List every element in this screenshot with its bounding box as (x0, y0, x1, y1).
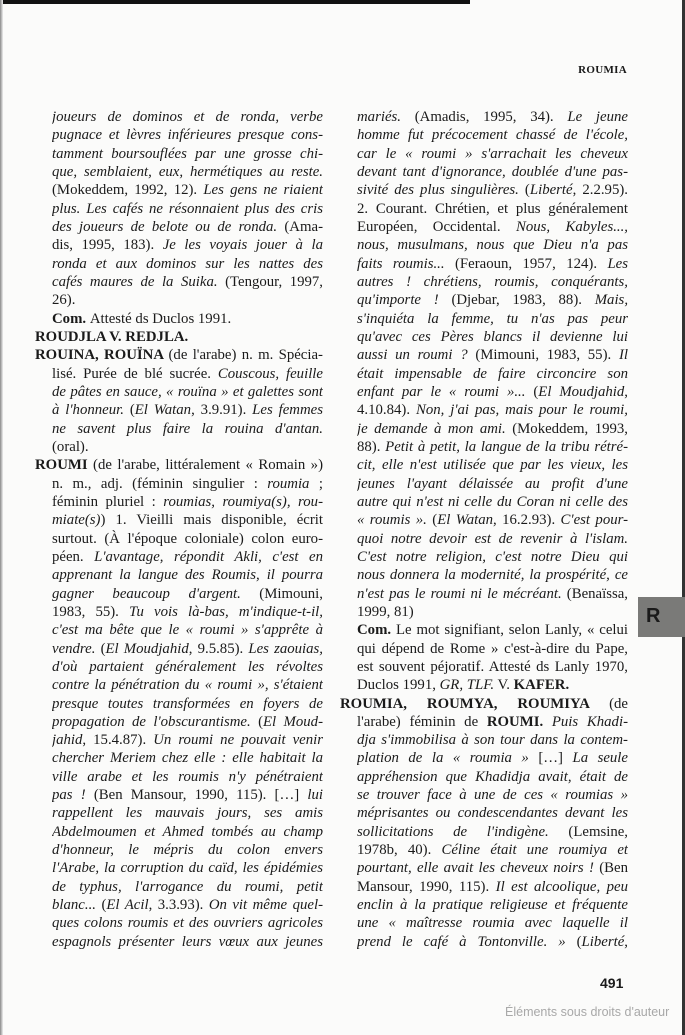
citation-text: Tu vois là-bas, m'indique-t-il, (129, 603, 323, 620)
citation-text: car le « roumi » s'arrachait les cheveux (357, 145, 628, 162)
headword-text: KAFER. (513, 677, 570, 694)
text-line (357, 236, 628, 254)
headword-text: Com. (52, 310, 90, 327)
definition-text: est souvent péjoratif. Attesté ds Lanly 1970, (357, 658, 628, 675)
text-line (357, 255, 628, 273)
citation-text: Petit à petit, la langue de la tribu rétré- (385, 438, 628, 455)
citation-text: de typhus, l'arrogance du roumi, petit (52, 878, 323, 895)
citation-text: Puis Khadi- (551, 713, 628, 730)
citation-text: sollicitations de l'indigène. (357, 823, 569, 840)
text-line (35, 328, 323, 346)
citation-text: que, semblaient, eux, hermétiques au reste. (52, 163, 323, 180)
citation-text: Non, j'ai pas, mais pour le roumi, (415, 402, 628, 419)
citation-text: Les zaouias, (248, 640, 323, 657)
citation-text: « roumis ». (357, 512, 433, 529)
citation-text: ronda et aux dominos sur les nattes des (52, 255, 323, 272)
citation-text: jahid (52, 732, 83, 749)
text-line (52, 585, 323, 603)
citation-text: à l'honneur. (52, 402, 130, 419)
citation-text: Nous, Kabyles..., (516, 218, 628, 235)
definition-text: Attesté ds Duclos 1991. (89, 310, 232, 327)
definition-text: , (624, 383, 628, 400)
text-line (357, 108, 628, 126)
citation-text: GR, TLF. (439, 677, 495, 694)
citation-text: blanc... (52, 897, 102, 914)
page-number: 491 (600, 975, 624, 991)
citation-text: chercher Meriem chez elle : elle habitait la (52, 750, 323, 767)
citation-text: dja s'immobilisa à son tour dans la contem- (357, 732, 628, 749)
text-line (357, 585, 628, 603)
citation-text: plus. Les cafés ne résonnaient plus des cris (52, 200, 323, 217)
text-line (52, 676, 323, 694)
citation-text: faits roumis... (357, 255, 455, 272)
definition-text: (de l'arabe, littéralement « Romain ») (93, 457, 323, 474)
definition-text: surtout. (À l'époque coloniale) colon euro- (52, 530, 323, 547)
citation-text: de pâtes en sauce, « rouïna » et galettes sont (52, 383, 323, 400)
citation-text: Les (607, 255, 628, 272)
definition-text: (Feraoun, 1957, 124). (454, 255, 608, 272)
citation-text: Il (618, 347, 628, 364)
text-line (357, 456, 628, 474)
citation-text: des joueurs de belote ou de ronda. (52, 218, 285, 235)
citation-text: El Moudjahid (538, 383, 625, 400)
citation-text: apprenant la langue des Roumis, il pourra (52, 567, 323, 584)
text-line (52, 530, 323, 548)
citation-text: pourtant, elle avait les cheveux noirs ! (357, 860, 600, 877)
text-line (52, 200, 323, 218)
text-line (52, 804, 323, 822)
text-line (340, 695, 628, 713)
citation-text: qu'avec ces Pères blancs il devienne lui (357, 328, 628, 345)
definition-text: 1983, 55). (52, 603, 130, 620)
left-column (35, 108, 323, 951)
definition-text: V. (494, 677, 514, 694)
definition-text: Le mot signifiant, selon Lanly, « celui (395, 622, 628, 639)
definition-text: 26). (52, 292, 76, 309)
text-line (357, 804, 628, 822)
citation-text: enclin à la pratique religieuse et fréquente (357, 897, 628, 914)
citation-text: prend le café à Tontonville. » (357, 933, 577, 950)
entry-continuation (52, 108, 323, 310)
citation-text: Couscous, feuille (217, 365, 323, 382)
definition-text: n. m., adj. (féminin singulier : (52, 475, 268, 492)
definition-text: Mansour, 1990, 115). (357, 878, 496, 895)
text-line (357, 200, 628, 218)
text-line (52, 401, 323, 419)
text-line (357, 768, 628, 786)
citation-text: roumia (267, 475, 310, 492)
text-line (357, 640, 628, 658)
text-line (357, 676, 628, 694)
definition-text: dis, 1995, 183). (52, 237, 163, 254)
citation-text: d'où partaient généralement les révoltes (52, 658, 323, 675)
definition-text: […] (538, 750, 573, 767)
definition-text: 1978b, 40). (357, 842, 442, 859)
citation-text: roumias, roumiya(s), rou- (163, 493, 323, 510)
text-line (52, 181, 323, 199)
citation-text: nous, musulmans, nous que Dieu n'a pas (357, 237, 628, 254)
citation-text: pas ! (52, 787, 94, 804)
citation-text: une « maîtresse roumia avec laquelle il (357, 915, 628, 932)
definition-text: (Djebar, 1983, 88). (451, 292, 595, 309)
text-line (357, 475, 628, 493)
citation-text: gagner beaucoup d'argent. (52, 585, 260, 602)
definition-text: (Mokeddem, 1993, (512, 420, 628, 437)
citation-text: aussi un roumi ? (357, 347, 476, 364)
text-line (357, 621, 628, 639)
citation-text: El Acil (106, 897, 149, 914)
citation-text: On vit même quel- (208, 897, 323, 914)
definition-text: , (624, 933, 628, 950)
citation-text: lui (307, 787, 323, 804)
text-line (52, 695, 323, 713)
definition-text: ( (432, 512, 438, 529)
definition-text: , 2.2.95). (572, 182, 628, 199)
text-line (357, 310, 628, 328)
citation-text: appréhension que Khadidja avait, était de (357, 768, 628, 785)
entry-continuation (357, 108, 628, 621)
definition-text: (Ama- (284, 218, 323, 235)
thumb-index-tab (638, 597, 685, 637)
headword-text: ROUMI (35, 457, 94, 474)
definition-text: (Benaïssa, (566, 585, 628, 602)
headword-text: ROUMIA, ROUMYA, ROUMIYA (340, 695, 610, 712)
text-line (357, 713, 628, 731)
citation-text: quoi notre devoir est de revenir à l'islam. (357, 530, 628, 547)
citation-text: Céline était une roumiya et (441, 842, 628, 859)
text-line (357, 328, 628, 346)
dictionary-entry (35, 346, 323, 456)
text-line (52, 163, 323, 181)
definition-text: l'arabe) féminin de (357, 713, 487, 730)
definition-text: 1999, 81) (357, 603, 414, 620)
definition-text: ( (101, 897, 107, 914)
text-line (52, 731, 323, 749)
text-line (52, 255, 323, 273)
citation-text: ques colons roumis et des ouvriers agricoles (52, 915, 323, 932)
text-line (357, 859, 628, 877)
citation-text: nous donnera la modernité, la prospérité, ce (357, 567, 628, 584)
text-line (357, 383, 628, 401)
citation-text: Le jeune (567, 109, 628, 125)
citation-text: plation de la « roumia » (357, 750, 539, 767)
text-line (52, 145, 323, 163)
definition-text: (Ben (599, 860, 628, 877)
text-line (52, 310, 323, 328)
text-line (52, 841, 323, 859)
citation-text: devant tant d'ignorance, doublée d'une pas- (357, 163, 628, 180)
text-line (52, 621, 323, 639)
text-line (52, 713, 323, 731)
text-line (357, 273, 628, 291)
thumb-index-letter: R (646, 605, 661, 627)
definition-text: 88). (357, 438, 386, 455)
definition-text: Européen, Occidental. (357, 218, 516, 235)
commentary-note (52, 310, 323, 328)
text-line (357, 896, 628, 914)
text-line (52, 640, 323, 658)
text-line (357, 933, 628, 951)
text-line (357, 511, 628, 529)
text-line (357, 126, 628, 144)
text-line (35, 456, 323, 474)
text-line (357, 346, 628, 364)
citation-text: L'avantage, répondit Akli, c'est en (94, 548, 323, 565)
citation-text: méprisantes ou condescendantes devant les (357, 805, 628, 822)
citation-text: Abdelmoumen et Ahmed tombés au champ (52, 823, 323, 840)
headword-text: ROUDJLA V. REDJLA. (35, 328, 189, 345)
running-head: ROUMIA (578, 64, 627, 76)
text-line (357, 530, 628, 548)
text-line (52, 493, 323, 511)
text-line (357, 603, 628, 621)
citation-text: c'est ma bête que le « roumi » s'apprête à (52, 622, 323, 639)
citation-text: propagation de l'obscurantisme. (52, 713, 259, 730)
text-line (357, 548, 628, 566)
text-line (52, 896, 323, 914)
citation-text: C'est pour- (560, 512, 628, 529)
definition-text: ; (309, 475, 323, 492)
definition-text: , 15.4.87). (82, 732, 154, 749)
citation-text: La seule (572, 750, 628, 767)
text-line (357, 566, 628, 584)
citation-text: enfant par le « roumi »... (357, 383, 534, 400)
definition-text: (de l'arabe) n. m. Spécia- (168, 347, 323, 364)
definition-text: (Lemsine, (568, 823, 628, 840)
text-line (52, 365, 323, 383)
text-line (357, 786, 628, 804)
citation-text: jeunes l'ayant délaissée au profit d'une (357, 475, 628, 492)
text-line (52, 859, 323, 877)
definition-text: (oral). (52, 438, 89, 455)
citation-text: Les gens ne riaient (203, 182, 323, 199)
definition-text: (Amadis, 1995, 34). (414, 109, 568, 125)
citation-text: C'est notre religion, c'est notre Dieu qui (357, 548, 628, 565)
commentary-note (357, 621, 628, 694)
text-line (357, 658, 628, 676)
citation-text: contre la pénétration du « roumi », s'étaient (52, 677, 323, 694)
citation-text: mariés. (357, 109, 415, 125)
citation-text: rappellent les mauvais jours, ses amis (52, 805, 323, 822)
citation-text: Mais, (594, 292, 628, 309)
text-line (52, 438, 323, 456)
text-line (52, 878, 323, 896)
text-line (52, 273, 323, 291)
headword-text: Com. (357, 622, 396, 639)
citation-text: joueurs de dominos et de ronda, verbe (52, 109, 323, 125)
citation-text: autre qui n'est ni celle du Coran ni celle des (357, 493, 628, 510)
text-line (52, 383, 323, 401)
definition-text: 4.10.84). (357, 402, 416, 419)
dictionary-entry (35, 456, 323, 951)
text-line (357, 365, 628, 383)
citation-text: se trouver face à une de ces « roumias » (357, 787, 628, 804)
text-line (52, 914, 323, 932)
text-line (35, 346, 323, 364)
citation-text: El Moud- (263, 713, 323, 730)
headword-text: ROUINA, ROUÏNA (35, 347, 169, 364)
text-line (52, 291, 323, 309)
definition-text: ( (524, 182, 530, 199)
dictionary-entry (35, 328, 323, 346)
definition-text: (Ben Mansour, 1990, 115). […] (93, 787, 308, 804)
text-line (357, 420, 628, 438)
citation-text: Un roumi ne pouvait venir (153, 732, 323, 749)
text-line (357, 218, 628, 236)
copyright-watermark: Éléments sous droits d'auteur (505, 1005, 670, 1019)
headword-text: ROUMI. (486, 713, 552, 730)
text-line (357, 291, 628, 309)
citation-text: El Moudjahid (105, 640, 189, 657)
definition-text: ( (576, 933, 582, 950)
citation-text: l'Arabe, la corruption du caïd, les épidémies (52, 860, 323, 877)
citation-text: ville arabe et les roumis n'y pénétraient (52, 768, 323, 785)
citation-text: Liberté (529, 182, 573, 199)
definition-text: lisé. Purée de blé sucrée. (52, 365, 218, 382)
definition-text: qui dépend de Rome » c'est-à-dire du Pape, (357, 640, 628, 657)
citation-text: presque toutes transformées en foyers de (52, 695, 323, 712)
text-line (52, 475, 323, 493)
definition-text: , 3.3.93). (148, 897, 209, 914)
text-line (52, 786, 323, 804)
citation-text: tamment boursouflées par une grosse chi- (52, 145, 323, 162)
top-rule (0, 0, 470, 4)
text-line (52, 768, 323, 786)
page-left-edge (0, 0, 3, 1035)
citation-text: cit, elle n'est utilisée que par les vieux, les (357, 457, 628, 474)
definition-text: , 3.9.91). (191, 402, 253, 419)
citation-text: homme fut précocement chassé de l'école, (357, 127, 628, 144)
text-line (52, 420, 323, 438)
text-line (52, 749, 323, 767)
citation-text: Les femmes (252, 402, 323, 419)
citation-text: Je les voyais jouer à la (162, 237, 323, 254)
text-line (357, 914, 628, 932)
definition-text: ( (533, 383, 539, 400)
citation-text: El Watan (134, 402, 192, 419)
citation-text: d'honneur, le mépris du colon envers (52, 842, 323, 859)
definition-text: péen. (52, 548, 95, 565)
citation-text: autres ! chrétiens, roumis, conquérants, (357, 273, 628, 290)
citation-text: pugnace et lèvres inférieures presque cons- (52, 127, 323, 144)
definition-text: ( (129, 402, 135, 419)
citation-text: était impensable de faire circoncire son (357, 365, 628, 382)
citation-text: Liberté (581, 933, 625, 950)
text-line (357, 823, 628, 841)
citation-text: je demande à mon ami. (357, 420, 513, 437)
text-line (357, 145, 628, 163)
definition-text: (Mimouni, (259, 585, 323, 602)
text-line (52, 933, 323, 951)
text-line (357, 163, 628, 181)
text-line (52, 108, 323, 126)
citation-text: qu'importe ! (357, 292, 452, 309)
citation-text: Il est alcoolique, peu (495, 878, 628, 895)
definition-text: (Tengour, 1997, (225, 273, 323, 290)
text-line (357, 493, 628, 511)
dictionary-entry (340, 695, 628, 952)
citation-text: espagnols présenter leurs vœux aux jeunes (52, 933, 323, 950)
citation-text: miate(s) (52, 512, 101, 529)
text-line (357, 878, 628, 896)
citation-text: vendre. (52, 640, 101, 657)
text-line (52, 658, 323, 676)
definition-text: (Mimouni, 1983, 55). (475, 347, 619, 364)
text-line (52, 823, 323, 841)
citation-text: El Watan (437, 512, 494, 529)
definition-text: (de (609, 695, 628, 712)
text-line (52, 126, 323, 144)
definition-text: , 9.5.85). (188, 640, 249, 657)
definition-text: 2. Courant. Chrétien, et plus généralement (357, 200, 628, 217)
text-line (357, 181, 628, 199)
citation-text: s'inquiéta la femme, tu n'as pas peur (357, 310, 628, 327)
text-line (52, 218, 323, 236)
text-line (52, 603, 323, 621)
definition-text: ( (258, 713, 263, 730)
definition-text: ) 1. Vieilli mais disponible, écrit (100, 512, 323, 529)
definition-text: (Mokeddem, 1992, 12). (52, 182, 204, 199)
citation-text: ne savent plus faire la rouina d'antan. (52, 420, 323, 437)
text-line (357, 841, 628, 859)
text-line (357, 731, 628, 749)
definition-text: Duclos 1991, (357, 677, 440, 694)
text-line (357, 749, 628, 767)
definition-text: féminin pluriel : (52, 493, 164, 510)
text-line (357, 438, 628, 456)
definition-text: , 16.2.93). (493, 512, 561, 529)
citation-text: cafés maures de la Suika. (52, 273, 226, 290)
text-line (52, 236, 323, 254)
citation-text: sivité des plus singulières. (357, 182, 525, 199)
text-line (52, 566, 323, 584)
citation-text: n'est pas le roumi ni le mécréant. (357, 585, 567, 602)
definition-text: ( (100, 640, 106, 657)
text-line (52, 511, 323, 529)
right-column (340, 108, 628, 951)
text-line (357, 401, 628, 419)
text-line (52, 548, 323, 566)
